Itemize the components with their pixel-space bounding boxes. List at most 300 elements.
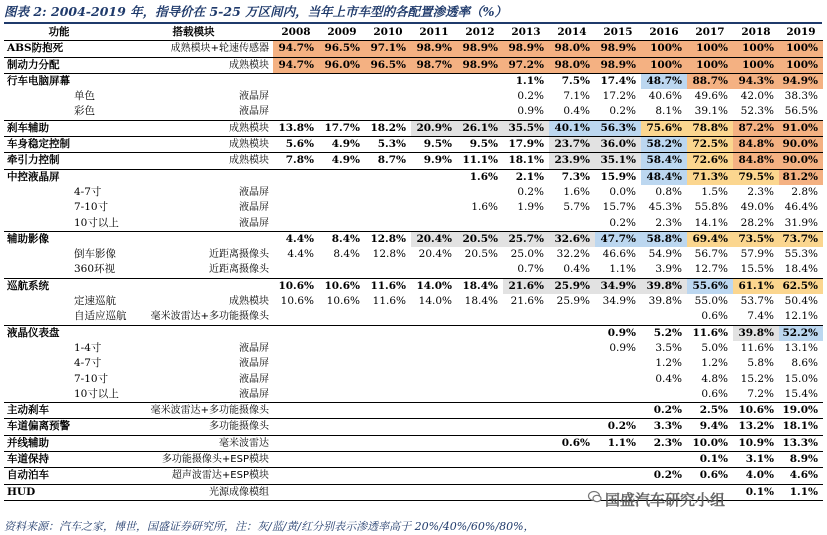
feature-name: 辅助影像 bbox=[4, 231, 114, 247]
feature-name: HUD bbox=[4, 484, 114, 500]
value-cell bbox=[273, 468, 319, 484]
value-cell: 2.3% bbox=[641, 435, 687, 451]
value-cell: 98.0% bbox=[549, 57, 595, 73]
value-cell bbox=[503, 325, 549, 341]
value-cell bbox=[411, 452, 457, 468]
value-cell: 96.5% bbox=[319, 41, 365, 57]
value-cell: 5.8% bbox=[747, 357, 774, 370]
value-cell: 0.2% bbox=[641, 403, 687, 419]
feature-row bbox=[4, 452, 823, 468]
module-name: 液晶屏 bbox=[239, 358, 269, 370]
feature-name: 液晶仪表盘 bbox=[4, 325, 114, 341]
value-cell bbox=[273, 262, 319, 278]
value-cell: 49.6% bbox=[694, 90, 728, 103]
value-cell bbox=[641, 452, 687, 468]
value-cell: 32.6% bbox=[549, 231, 595, 247]
sub-feature-row bbox=[4, 216, 823, 232]
value-cell: 15.4% bbox=[784, 387, 818, 400]
value-cell: 15.5% bbox=[740, 263, 774, 276]
value-cell: 98.9% bbox=[595, 57, 641, 73]
value-cell bbox=[457, 325, 503, 341]
value-cell: 55.3% bbox=[784, 248, 818, 261]
feature-name: 自动泊车 bbox=[4, 468, 114, 484]
value-cell bbox=[273, 89, 319, 104]
feature-name: 并线辅助 bbox=[4, 435, 114, 451]
value-cell: 100% bbox=[779, 57, 823, 73]
sub-feature-row bbox=[4, 372, 823, 387]
value-cell: 9.9% bbox=[411, 153, 457, 169]
value-cell: 40.6% bbox=[648, 90, 682, 103]
value-cell bbox=[273, 403, 319, 419]
feature-name: 刹车辅助 bbox=[4, 120, 114, 136]
value-cell: 52.2% bbox=[779, 325, 823, 341]
value-cell: 84.8% bbox=[733, 137, 779, 153]
value-cell bbox=[319, 372, 365, 387]
value-cell bbox=[411, 104, 457, 120]
value-cell: 20.9% bbox=[411, 120, 457, 136]
feature-name: 车道偏离预警 bbox=[4, 419, 114, 435]
value-cell: 8.1% bbox=[655, 105, 682, 118]
value-cell: 0.6% bbox=[687, 468, 733, 484]
feature-name: 自适应巡航 bbox=[74, 310, 127, 323]
value-cell bbox=[273, 309, 319, 325]
value-cell bbox=[503, 216, 549, 232]
value-cell bbox=[457, 452, 503, 468]
header-year: 2019 bbox=[779, 25, 823, 41]
value-cell bbox=[411, 185, 457, 200]
value-cell bbox=[457, 185, 503, 200]
value-cell: 0.2% bbox=[517, 90, 544, 103]
value-cell bbox=[365, 341, 411, 356]
value-cell: 0.2% bbox=[517, 185, 544, 198]
feature-name: 7-10寸 bbox=[74, 372, 109, 385]
feature-name: 1-4寸 bbox=[74, 341, 102, 354]
module-name: 成熟模块 bbox=[114, 120, 273, 136]
value-cell: 98.7% bbox=[411, 57, 457, 73]
module-name: 超声波雷达+ESP模块 bbox=[114, 468, 273, 484]
value-cell: 55.6% bbox=[687, 278, 733, 294]
value-cell bbox=[273, 185, 319, 200]
value-cell bbox=[411, 325, 457, 341]
value-cell: 39.8% bbox=[733, 325, 779, 341]
value-cell: 79.5% bbox=[733, 169, 779, 185]
value-cell: 100% bbox=[779, 41, 823, 57]
value-cell: 23.7% bbox=[549, 137, 595, 153]
value-cell: 58.2% bbox=[641, 137, 687, 153]
value-cell bbox=[365, 403, 411, 419]
value-cell: 5.0% bbox=[701, 341, 728, 354]
value-cell: 0.2% bbox=[595, 419, 641, 435]
value-cell bbox=[365, 73, 411, 89]
feature-name: 10寸以上 bbox=[74, 387, 119, 400]
wechat-icon bbox=[588, 490, 602, 504]
value-cell bbox=[457, 356, 503, 371]
value-cell: 2.5% bbox=[687, 403, 733, 419]
value-cell: 17.9% bbox=[503, 137, 549, 153]
value-cell: 11.6% bbox=[687, 325, 733, 341]
module-name: 成熟模块+轮速传感器 bbox=[114, 41, 273, 57]
feature-name: ABS防抱死 bbox=[4, 41, 114, 57]
value-cell: 39.1% bbox=[694, 105, 728, 118]
value-cell: 26.1% bbox=[457, 120, 503, 136]
sub-feature-row bbox=[4, 200, 823, 215]
value-cell: 98.9% bbox=[595, 41, 641, 57]
module-name: 液晶屏 bbox=[239, 202, 269, 214]
value-cell bbox=[595, 309, 641, 325]
value-cell: 98.9% bbox=[503, 41, 549, 57]
value-cell bbox=[273, 104, 319, 120]
value-cell bbox=[457, 419, 503, 435]
value-cell: 34.9% bbox=[602, 295, 636, 308]
value-cell: 48.4% bbox=[641, 169, 687, 185]
feature-name: 行车电脑屏幕 bbox=[4, 73, 114, 89]
value-cell bbox=[457, 89, 503, 104]
value-cell: 75.6% bbox=[641, 120, 687, 136]
value-cell bbox=[273, 200, 319, 215]
value-cell: 39.8% bbox=[648, 295, 682, 308]
value-cell: 7.3% bbox=[549, 169, 595, 185]
value-cell: 47.7% bbox=[595, 231, 641, 247]
value-cell bbox=[365, 325, 411, 341]
value-cell: 88.7% bbox=[687, 73, 733, 89]
value-cell bbox=[595, 356, 641, 371]
value-cell bbox=[457, 435, 503, 451]
value-cell bbox=[365, 89, 411, 104]
value-cell bbox=[365, 484, 411, 500]
value-cell bbox=[319, 169, 365, 185]
value-cell bbox=[503, 419, 549, 435]
sub-feature-row bbox=[4, 294, 823, 309]
value-cell bbox=[549, 419, 595, 435]
value-cell: 13.1% bbox=[784, 341, 818, 354]
value-cell bbox=[549, 325, 595, 341]
value-cell bbox=[319, 89, 365, 104]
module-name bbox=[114, 231, 273, 247]
value-cell: 0.6% bbox=[549, 435, 595, 451]
value-cell bbox=[365, 452, 411, 468]
value-cell: 4.4% bbox=[287, 248, 314, 261]
feature-row bbox=[4, 419, 823, 435]
value-cell: 23.9% bbox=[549, 153, 595, 169]
value-cell: 94.9% bbox=[779, 73, 823, 89]
value-cell: 8.6% bbox=[791, 357, 818, 370]
sub-feature-row bbox=[4, 387, 823, 403]
value-cell bbox=[549, 356, 595, 371]
value-cell: 4.4% bbox=[273, 231, 319, 247]
value-cell: 4.9% bbox=[319, 153, 365, 169]
value-cell: 96.5% bbox=[365, 57, 411, 73]
module-name: 液晶屏 bbox=[239, 388, 269, 400]
value-cell bbox=[319, 435, 365, 451]
value-cell: 7.8% bbox=[273, 153, 319, 169]
value-cell: 18.4% bbox=[464, 295, 498, 308]
value-cell: 17.2% bbox=[602, 90, 636, 103]
value-cell: 81.2% bbox=[779, 169, 823, 185]
value-cell bbox=[595, 403, 641, 419]
value-cell: 1.1% bbox=[595, 435, 641, 451]
value-cell bbox=[365, 104, 411, 120]
feature-row bbox=[4, 278, 823, 294]
value-cell: 10.0% bbox=[687, 435, 733, 451]
value-cell bbox=[457, 309, 503, 325]
value-cell: 0.7% bbox=[517, 263, 544, 276]
value-cell bbox=[319, 387, 365, 403]
value-cell: 13.8% bbox=[273, 120, 319, 136]
module-name bbox=[114, 169, 273, 185]
value-cell bbox=[549, 341, 595, 356]
value-cell bbox=[411, 468, 457, 484]
header-year: 2012 bbox=[457, 25, 503, 41]
value-cell: 38.3% bbox=[784, 90, 818, 103]
value-cell: 90.0% bbox=[779, 137, 823, 153]
value-cell bbox=[319, 484, 365, 500]
value-cell: 94.3% bbox=[733, 73, 779, 89]
value-cell bbox=[365, 216, 411, 232]
value-cell: 1.1% bbox=[503, 73, 549, 89]
value-cell: 18.1% bbox=[503, 153, 549, 169]
value-cell: 72.6% bbox=[687, 153, 733, 169]
value-cell: 0.6% bbox=[701, 387, 728, 400]
value-cell bbox=[411, 387, 457, 403]
value-cell: 1.6% bbox=[471, 201, 498, 214]
value-cell bbox=[319, 468, 365, 484]
feature-row bbox=[4, 41, 823, 57]
value-cell bbox=[365, 468, 411, 484]
feature-name: 4-7寸 bbox=[74, 357, 102, 370]
module-name: 液晶屏 bbox=[239, 217, 269, 229]
value-cell: 0.2% bbox=[641, 468, 687, 484]
feature-name: 定速巡航 bbox=[74, 295, 116, 308]
value-cell: 34.9% bbox=[595, 278, 641, 294]
value-cell: 1.2% bbox=[701, 357, 728, 370]
value-cell: 4.6% bbox=[779, 468, 823, 484]
module-name: 近距离摄像头 bbox=[209, 264, 269, 276]
value-cell: 96.0% bbox=[319, 57, 365, 73]
feature-name: 倒车影像 bbox=[74, 248, 116, 261]
value-cell: 11.6% bbox=[740, 341, 774, 354]
value-cell bbox=[549, 372, 595, 387]
value-cell: 0.1% bbox=[733, 484, 779, 500]
value-cell: 25.9% bbox=[556, 295, 590, 308]
sub-feature-row bbox=[4, 262, 823, 278]
value-cell: 20.5% bbox=[457, 231, 503, 247]
value-cell: 10.6% bbox=[733, 403, 779, 419]
value-cell: 3.5% bbox=[655, 341, 682, 354]
value-cell bbox=[411, 169, 457, 185]
header-year: 2016 bbox=[641, 25, 687, 41]
value-cell: 52.3% bbox=[740, 105, 774, 118]
feature-row bbox=[4, 169, 823, 185]
module-name: 成熟模块 bbox=[114, 57, 273, 73]
value-cell: 18.4% bbox=[784, 263, 818, 276]
value-cell: 1.6% bbox=[563, 185, 590, 198]
value-cell bbox=[503, 435, 549, 451]
value-cell bbox=[503, 372, 549, 387]
value-cell: 11.6% bbox=[365, 278, 411, 294]
value-cell: 10.6% bbox=[326, 295, 360, 308]
value-cell bbox=[273, 325, 319, 341]
value-cell: 28.2% bbox=[740, 216, 774, 229]
value-cell bbox=[273, 169, 319, 185]
value-cell bbox=[273, 435, 319, 451]
value-cell bbox=[411, 403, 457, 419]
feature-name: 中控液晶屏 bbox=[4, 169, 114, 185]
value-cell: 84.8% bbox=[733, 153, 779, 169]
value-cell: 55.0% bbox=[694, 295, 728, 308]
value-cell: 13.3% bbox=[779, 435, 823, 451]
value-cell: 2.3% bbox=[747, 185, 774, 198]
value-cell bbox=[503, 341, 549, 356]
value-cell bbox=[595, 452, 641, 468]
value-cell: 18.1% bbox=[779, 419, 823, 435]
value-cell: 15.2% bbox=[740, 372, 774, 385]
value-cell: 4.8% bbox=[701, 372, 728, 385]
value-cell: 11.1% bbox=[457, 153, 503, 169]
header-row bbox=[4, 25, 823, 41]
value-cell: 12.8% bbox=[372, 248, 406, 261]
value-cell: 0.2% bbox=[609, 216, 636, 229]
module-name: 成熟模块 bbox=[114, 137, 273, 153]
feature-name: 彩色 bbox=[74, 105, 95, 118]
value-cell: 73.7% bbox=[779, 231, 823, 247]
value-cell bbox=[365, 435, 411, 451]
feature-name: 360环视 bbox=[74, 263, 116, 276]
value-cell: 1.2% bbox=[655, 357, 682, 370]
module-name: 液晶屏 bbox=[239, 342, 269, 354]
module-name: 液晶屏 bbox=[239, 106, 269, 118]
value-cell: 15.7% bbox=[602, 201, 636, 214]
feature-name: 巡航系统 bbox=[4, 278, 114, 294]
sub-feature-row bbox=[4, 185, 823, 200]
value-cell bbox=[273, 356, 319, 371]
value-cell: 55.8% bbox=[694, 201, 728, 214]
penetration-table bbox=[4, 25, 823, 501]
module-name: 光源成像模组 bbox=[114, 484, 273, 500]
value-cell: 94.7% bbox=[273, 41, 319, 57]
value-cell bbox=[273, 387, 319, 403]
value-cell: 94.7% bbox=[273, 57, 319, 73]
value-cell bbox=[365, 356, 411, 371]
value-cell: 17.4% bbox=[595, 73, 641, 89]
header-module: 搭载模块 bbox=[114, 25, 273, 41]
value-cell: 97.1% bbox=[365, 41, 411, 57]
value-cell: 56.5% bbox=[784, 105, 818, 118]
feature-row bbox=[4, 137, 823, 153]
value-cell: 3.9% bbox=[655, 263, 682, 276]
module-name: 液晶屏 bbox=[239, 91, 269, 103]
value-cell bbox=[365, 169, 411, 185]
value-cell bbox=[641, 309, 687, 325]
value-cell: 98.9% bbox=[457, 57, 503, 73]
value-cell: 31.9% bbox=[784, 216, 818, 229]
value-cell bbox=[319, 452, 365, 468]
value-cell bbox=[273, 372, 319, 387]
value-cell bbox=[319, 403, 365, 419]
value-cell: 4.0% bbox=[733, 468, 779, 484]
value-cell: 20.4% bbox=[418, 248, 452, 261]
feature-row bbox=[4, 468, 823, 484]
value-cell bbox=[319, 216, 365, 232]
module-name: 毫米波雷达+多功能摄像头 bbox=[114, 403, 273, 419]
value-cell: 5.7% bbox=[563, 201, 590, 214]
value-cell: 1.9% bbox=[517, 201, 544, 214]
source-note: 资料来源：汽车之家，博世，国盛证券研究所，注：灰/蓝/黄/红分别表示渗透率高于 20%/40%/60%/80%， bbox=[4, 520, 535, 533]
value-cell: 5.6% bbox=[273, 137, 319, 153]
value-cell: 21.6% bbox=[503, 278, 549, 294]
value-cell: 39.8% bbox=[641, 278, 687, 294]
value-cell: 7.5% bbox=[549, 73, 595, 89]
value-cell: 91.0% bbox=[779, 120, 823, 136]
value-cell bbox=[365, 419, 411, 435]
value-cell bbox=[503, 468, 549, 484]
value-cell: 71.3% bbox=[687, 169, 733, 185]
value-cell: 10.6% bbox=[280, 295, 314, 308]
header-feature: 功能 bbox=[4, 25, 114, 41]
value-cell: 32.2% bbox=[556, 248, 590, 261]
value-cell: 48.7% bbox=[641, 73, 687, 89]
title-rule bbox=[4, 22, 822, 24]
value-cell: 15.9% bbox=[595, 169, 641, 185]
value-cell: 2.8% bbox=[791, 185, 818, 198]
value-cell bbox=[549, 452, 595, 468]
header-year: 2015 bbox=[595, 25, 641, 41]
header-year: 2017 bbox=[687, 25, 733, 41]
value-cell: 54.9% bbox=[648, 248, 682, 261]
value-cell: 0.8% bbox=[655, 185, 682, 198]
value-cell bbox=[319, 185, 365, 200]
value-cell: 100% bbox=[687, 57, 733, 73]
value-cell: 19.0% bbox=[779, 403, 823, 419]
value-cell: 46.6% bbox=[602, 248, 636, 261]
value-cell: 7.1% bbox=[563, 90, 590, 103]
value-cell: 20.4% bbox=[411, 231, 457, 247]
value-cell: 1.6% bbox=[457, 169, 503, 185]
value-cell: 50.4% bbox=[784, 295, 818, 308]
value-cell bbox=[273, 452, 319, 468]
value-cell: 14.0% bbox=[418, 295, 452, 308]
value-cell: 0.1% bbox=[687, 452, 733, 468]
value-cell bbox=[411, 372, 457, 387]
value-cell bbox=[273, 484, 319, 500]
value-cell: 14.1% bbox=[694, 216, 728, 229]
value-cell: 1.1% bbox=[779, 484, 823, 500]
value-cell bbox=[549, 387, 595, 403]
value-cell bbox=[319, 262, 365, 278]
value-cell: 9.5% bbox=[411, 137, 457, 153]
value-cell: 49.0% bbox=[740, 201, 774, 214]
value-cell: 97.2% bbox=[503, 57, 549, 73]
value-cell: 42.0% bbox=[740, 90, 774, 103]
feature-row bbox=[4, 325, 823, 341]
value-cell bbox=[641, 387, 687, 403]
value-cell bbox=[411, 419, 457, 435]
value-cell: 1.1% bbox=[609, 263, 636, 276]
value-cell: 56.7% bbox=[694, 248, 728, 261]
module-name bbox=[114, 73, 273, 89]
value-cell bbox=[595, 468, 641, 484]
value-cell: 45.3% bbox=[648, 201, 682, 214]
value-cell: 2.1% bbox=[503, 169, 549, 185]
header-year: 2014 bbox=[549, 25, 595, 41]
value-cell: 11.6% bbox=[372, 295, 406, 308]
value-cell bbox=[319, 325, 365, 341]
value-cell bbox=[411, 262, 457, 278]
value-cell: 100% bbox=[687, 41, 733, 57]
value-cell bbox=[273, 73, 319, 89]
value-cell: 62.5% bbox=[779, 278, 823, 294]
value-cell: 9.4% bbox=[687, 419, 733, 435]
value-cell: 0.4% bbox=[563, 105, 590, 118]
